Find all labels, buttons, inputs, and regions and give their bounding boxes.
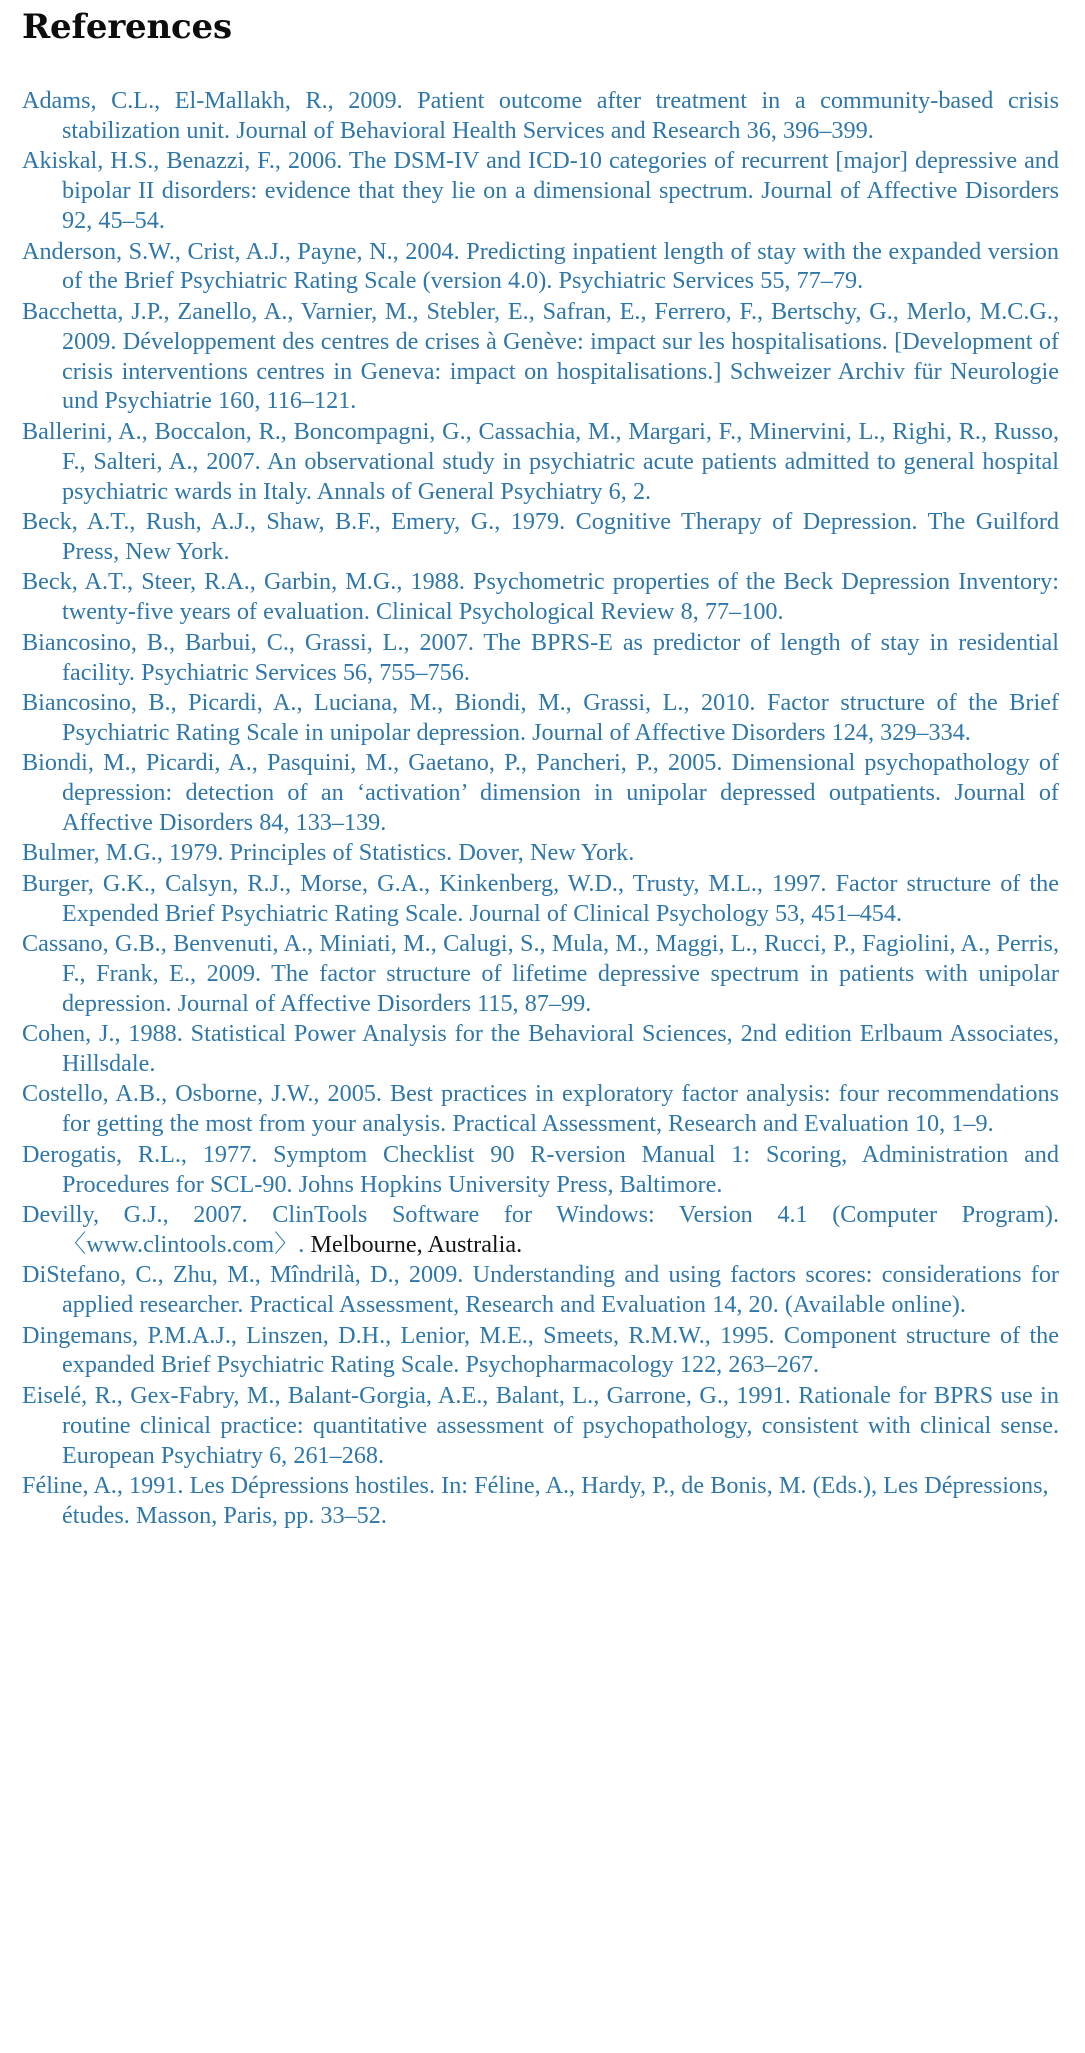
reference-entry: Féline, A., 1991. Les Dépressions hostiles. In: Féline, A., Hardy, P., de Bonis, M. (Eds.), Les Dépressions, études. Masson, Paris, pp. 33–52. bbox=[22, 1472, 1049, 1529]
reference-entry: Burger, G.K., Calsyn, R.J., Morse, G.A., Kinkenberg, W.D., Trusty, M.L., 1997. Factor structure of the Expended Brief Psychiatric Rating Scale. Journal of Clinical Psychology 53, 451–454. bbox=[22, 869, 1059, 927]
reference-entry: Costello, A.B., Osborne, J.W., 2005. Best practices in exploratory factor analysis: four recommendations for getting the most from your analysis. Practical Assessment, Research and Evaluation 10, 1–9. bbox=[22, 1080, 1059, 1138]
reference-entry: Beck, A.T., Rush, A.J., Shaw, B.F., Emery, G., 1979. Cognitive Therapy of Depression. The Guilford Press, New York. bbox=[22, 508, 1059, 565]
reference-text-blue: Devilly, G.J., 2007. ClinTools Software for Windows: Version 4.1 (Computer Program). 〈www.clintools.com〉. bbox=[22, 1201, 1059, 1258]
reference-entry: Biancosino, B., Barbui, C., Grassi, L., 2007. The BPRS-E as predictor of length of stay in residential facility. Psychiatric Services 56, 755–756. bbox=[22, 628, 1059, 686]
reference-entry: Eiselé, R., Gex-Fabry, M., Balant-Gorgia, A.E., Balant, L., Garrone, G., 1991. Rationale for BPRS use in routine clinical practice: quantitative assessment of psychopathology, consistent with clinical sense. European Psychiatry 6, 261–268. bbox=[22, 1381, 1059, 1469]
reference-entry bbox=[22, 1200, 1059, 1260]
reference-entry: Cassano, G.B., Benvenuti, A., Miniati, M., Calugi, S., Mula, M., Maggi, L., Rucci, P., Fagiolini, A., Perris, F., Frank, E., 2009. The factor structure of lifetime depressive spectrum in patients with unipolar depression. Journal of Affective Disorders 115, 87–99. bbox=[22, 930, 1059, 1017]
reference-list bbox=[0, 46, 1085, 1531]
page-title: References bbox=[22, 7, 232, 47]
reference-entry: Akiskal, H.S., Benazzi, F., 2006. The DSM-IV and ICD-10 categories of recurrent [major] depressive and bipolar II disorders: evidence that they lie on a dimensional spectrum. Journal of Affective Disorders 92, 45–54. bbox=[22, 147, 1059, 235]
reference-text-black: Melbourne, Australia. bbox=[304, 1230, 523, 1258]
reference-entry: Derogatis, R.L., 1977. Symptom Checklist 90 R-version Manual 1: Scoring, Administration and Procedures for SCL-90. Johns Hopkins University Press, Baltimore. bbox=[22, 1140, 1059, 1198]
reference-entry: Dingemans, P.M.A.J., Linszen, D.H., Lenior, M.E., Smeets, R.M.W., 1995. Component structure of the expanded Brief Psychiatric Rating Scale. Psychopharmacology 122, 263–267. bbox=[22, 1321, 1059, 1379]
reference-entry: Biancosino, B., Picardi, A., Luciana, M., Biondi, M., Grassi, L., 2010. Factor structure of the Brief Psychiatric Rating Scale in unipolar depression. Journal of Affective Disorders 124, 329–334. bbox=[22, 688, 1059, 746]
reference-entry: Ballerini, A., Boccalon, R., Boncompagni, G., Cassachia, M., Margari, F., Minervini, L., Righi, R., Russo, F., Salteri, A., 2007. An observational study in psychiatric acute patients admitted to general hospital psychiatric wards in Italy. Annals of General Psychiatry 6, 2. bbox=[22, 417, 1059, 505]
reference-entry: DiStefano, C., Zhu, M., Mîndrilà, D., 2009. Understanding and using factors scores: considerations for applied researcher. Practical Assessment, Research and Evaluation 14, 20. (Available online). bbox=[22, 1261, 1059, 1319]
reference-entry: Beck, A.T., Steer, R.A., Garbin, M.G., 1988. Psychometric properties of the Beck Depression Inventory: twenty-five years of evaluation. Clinical Psychological Review 8, 77–100. bbox=[22, 568, 1059, 626]
reference-entry: Biondi, M., Picardi, A., Pasquini, M., Gaetano, P., Pancheri, P., 2005. Dimensional psychopathology of depression: detection of an ‘activation’ dimension in unipolar depressed outpatients. Journal of Affective Disorders 84, 133–139. bbox=[22, 749, 1059, 836]
reference-entry: Cohen, J., 1988. Statistical Power Analysis for the Behavioral Sciences, 2nd edition Erlbaum Associates, Hillsdale. bbox=[22, 1020, 1059, 1078]
reference-entry: Anderson, S.W., Crist, A.J., Payne, N., 2004. Predicting inpatient length of stay with the expanded version of the Brief Psychiatric Rating Scale (version 4.0). Psychiatric Services 55, 77–79. bbox=[22, 237, 1059, 295]
reference-entry: Bulmer, M.G., 1979. Principles of Statistics. Dover, New York. bbox=[22, 839, 635, 867]
reference-entry: Bacchetta, J.P., Zanello, A., Varnier, M., Stebler, E., Safran, E., Ferrero, F., Bertschy, G., Merlo, M.C.G., 2009. Développement des centres de crises à Genève: impact sur les hospitalisations. [Development of crisis interventions centres in Geneva: impact on hospitalisations.] Schweizer Archiv für Neurologie und Psychiatrie 160, 116–121. bbox=[22, 297, 1059, 415]
reference-entry: Adams, C.L., El-Mallakh, R., 2009. Patient outcome after treatment in a community-based crisis stabilization unit. Journal of Behavioral Health Services and Research 36, 396–399. bbox=[22, 87, 1059, 144]
